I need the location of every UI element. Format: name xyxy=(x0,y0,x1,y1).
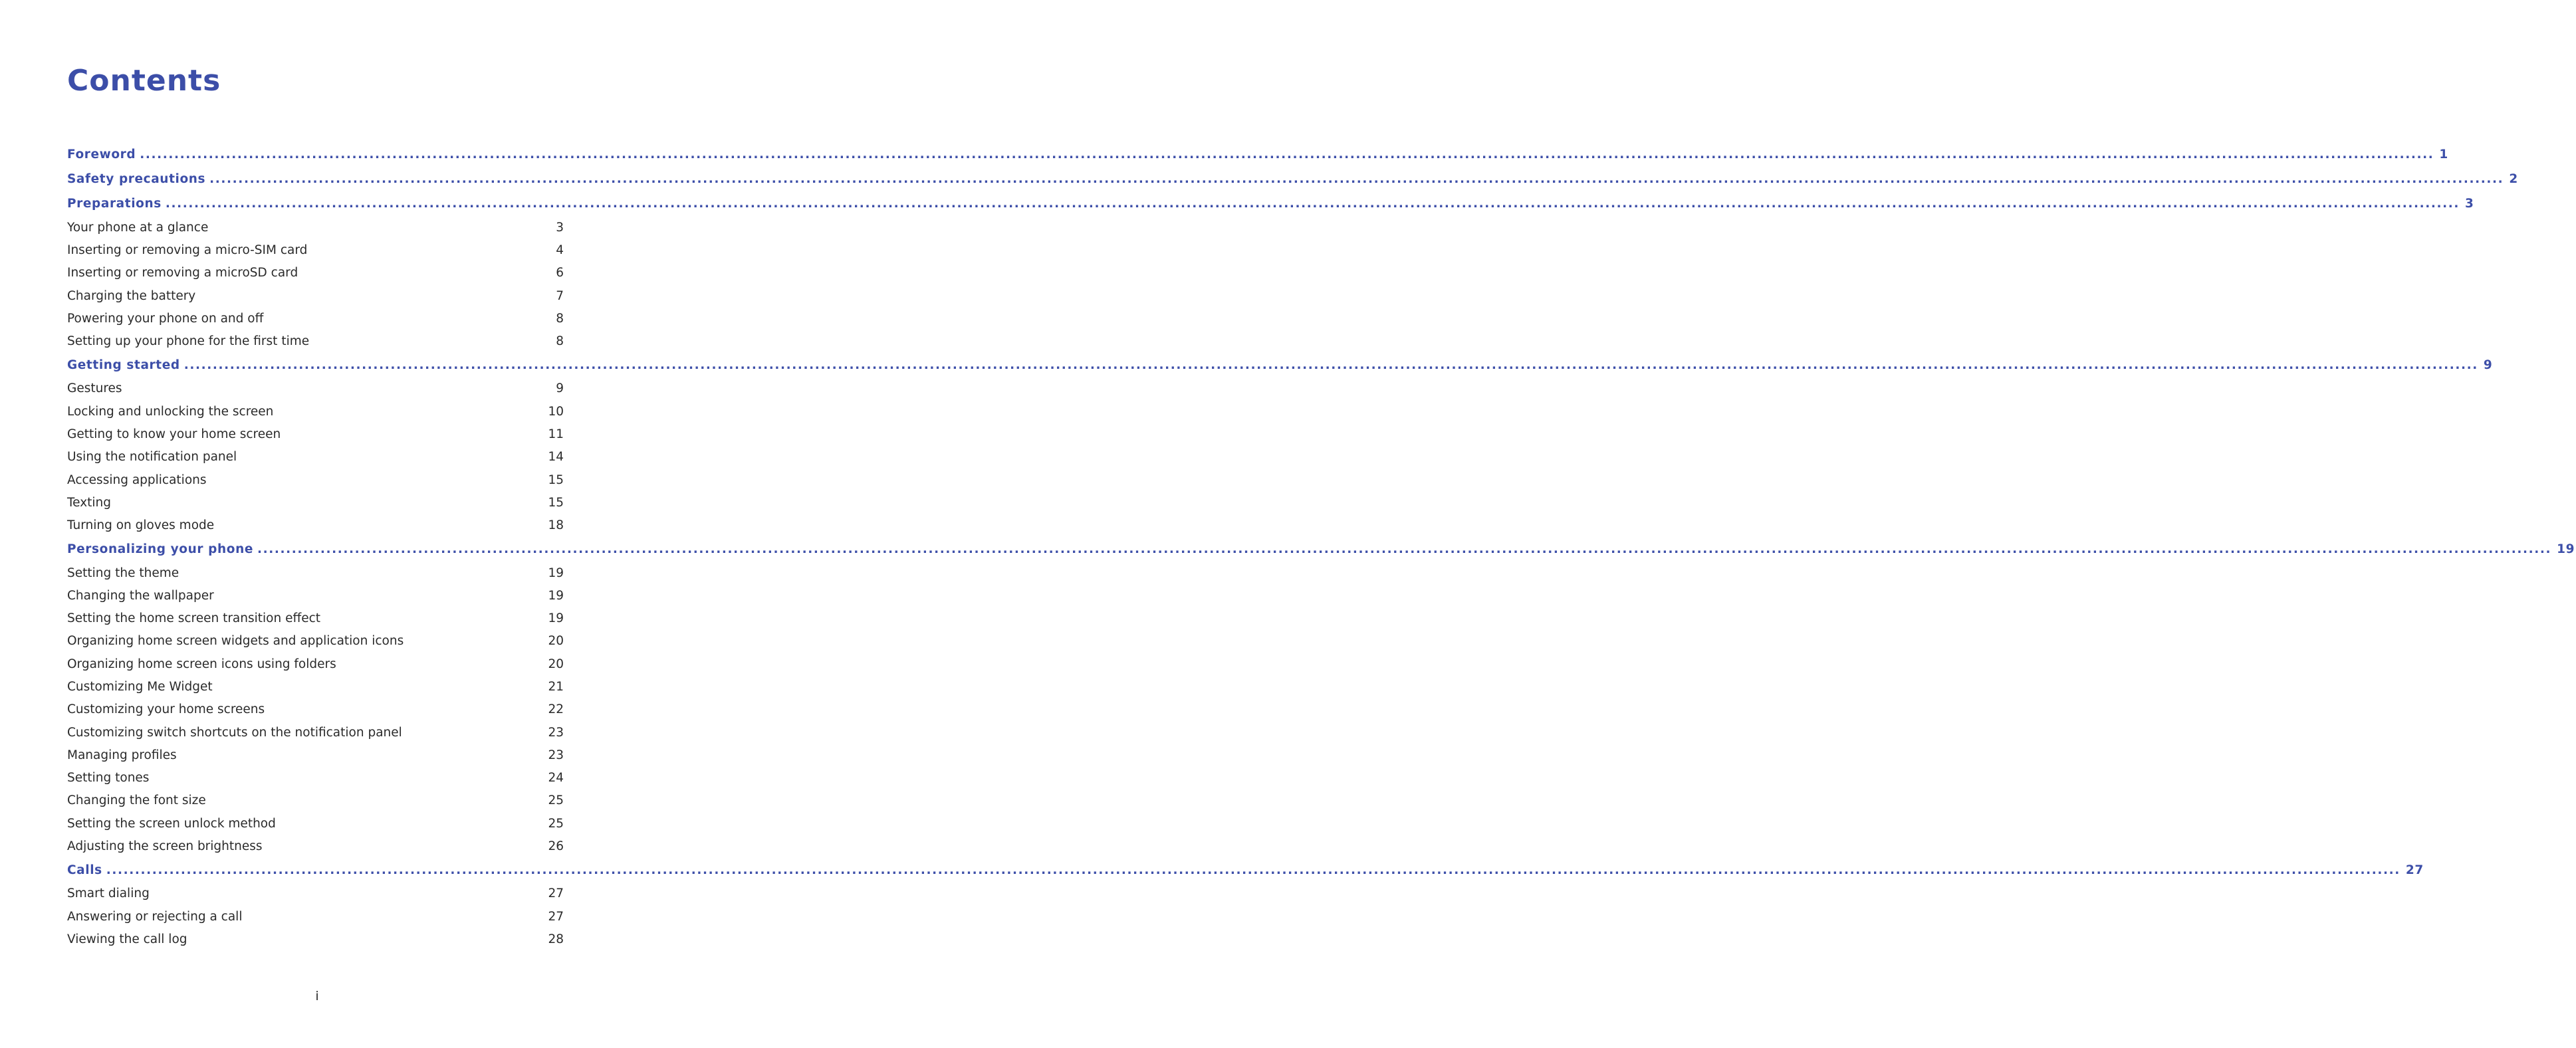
toc-entry-title: Getting to know your home screen xyxy=(67,427,281,442)
toc-section-entry[interactable] xyxy=(67,446,564,469)
dot-leader: ................................................................................................................................................................................................................................................................................................................................................................................................................ xyxy=(209,172,2504,186)
toc-entry-title: Organizing home screen widgets and application icons xyxy=(67,634,404,649)
toc-page-number: 9 xyxy=(556,381,564,396)
toc-entry-title: Viewing the call log xyxy=(67,932,187,946)
toc-page-number: 3 xyxy=(556,220,564,235)
toc-entry-title: Using the notification panel xyxy=(67,450,237,465)
dot-leader: ................................................................................................................................................................................................................................................................................................................................................................................................................ xyxy=(140,148,2434,161)
toc-entry-title: Turning on gloves mode xyxy=(67,518,215,533)
dot-leader: ................................................................................................................................................................................................................................................................................................................................................................................................................ xyxy=(165,197,2460,211)
toc-page-number: 8 xyxy=(556,311,564,326)
toc-chapter-entry[interactable] xyxy=(67,167,2518,191)
toc-section-entry[interactable] xyxy=(67,377,564,400)
toc-page-number: 6 xyxy=(556,266,564,280)
toc-section-entry[interactable] xyxy=(67,630,564,653)
dot-leader: ................................................................................................................................................................................................................................................................................................................................................................................................................ xyxy=(183,358,2478,372)
toc-entry-title: Setting the home screen transition effect xyxy=(67,611,321,626)
toc-page-number: 25 xyxy=(548,793,564,808)
toc-chapter-entry[interactable] xyxy=(67,191,2474,216)
toc-page-number: 20 xyxy=(548,634,564,649)
toc-page-number: 15 xyxy=(548,472,564,487)
dot-leader: ................................................................................................................................................................................................................................................................................................................................................................................................................ xyxy=(106,863,2400,877)
toc-entry-title: Gestures xyxy=(67,381,122,396)
toc-section-entry[interactable] xyxy=(67,216,564,239)
toc-page-number: 19 xyxy=(548,588,564,603)
toc-section-entry[interactable] xyxy=(67,744,564,766)
toc-section-entry[interactable] xyxy=(67,789,564,812)
toc-section-entry[interactable] xyxy=(67,653,564,675)
page-title: Contents xyxy=(67,64,221,98)
toc-chapter-entry[interactable] xyxy=(67,537,2575,562)
toc-section-entry[interactable] xyxy=(67,812,564,835)
toc-page-number: 7 xyxy=(556,288,564,303)
toc-page-number: 15 xyxy=(548,495,564,510)
toc-entry-title: Your phone at a glance xyxy=(67,220,209,235)
toc-section-entry[interactable] xyxy=(67,469,564,491)
toc-entry-title: Customizing your home screens xyxy=(67,702,265,717)
toc-chapter-entry[interactable] xyxy=(67,142,2448,167)
toc-section-entry[interactable] xyxy=(67,835,564,857)
toc-entry-title: Texting xyxy=(67,495,112,510)
toc-section-entry[interactable] xyxy=(67,423,564,445)
toc-page-number: 1 xyxy=(2439,148,2448,161)
toc-entry-title: Locking and unlocking the screen xyxy=(67,404,274,419)
toc-page-number: 23 xyxy=(548,748,564,762)
toc-entry-title: Customizing switch shortcuts on the notification panel xyxy=(67,725,402,740)
toc-entry-title: Setting the theme xyxy=(67,566,179,580)
table-of-contents xyxy=(67,142,2575,951)
toc-page-number: 11 xyxy=(548,427,564,442)
toc-section-entry[interactable] xyxy=(67,584,564,607)
toc-page-number: 27 xyxy=(2405,863,2424,877)
toc-page-number: 9 xyxy=(2483,358,2493,372)
toc-section-entry[interactable] xyxy=(67,262,564,284)
toc-section-entry[interactable] xyxy=(67,562,564,584)
toc-section-entry[interactable] xyxy=(67,607,564,629)
dot-leader: ................................................................................................................................................................................................................................................................................................................................................................................................................ xyxy=(257,542,2552,556)
toc-page-number: 2 xyxy=(2509,172,2518,186)
toc-page-number: 8 xyxy=(556,334,564,349)
toc-section-entry[interactable] xyxy=(67,767,564,789)
toc-section-entry[interactable] xyxy=(67,721,564,744)
toc-entry-title: Setting tones xyxy=(67,771,150,786)
toc-section-entry[interactable] xyxy=(67,239,564,261)
toc-page-number: 20 xyxy=(548,657,564,671)
toc-section-entry[interactable] xyxy=(67,330,564,352)
toc-page-number: 23 xyxy=(548,725,564,740)
toc-section-entry[interactable] xyxy=(67,675,564,698)
toc-page-number: 24 xyxy=(548,771,564,786)
toc-entry-title: Inserting or removing a micro-SIM card xyxy=(67,243,308,257)
toc-entry-title: Safety precautions xyxy=(67,172,206,186)
toc-entry-title: Customizing Me Widget xyxy=(67,679,213,694)
toc-entry-title: Inserting or removing a microSD card xyxy=(67,266,298,280)
toc-entry-title: Answering or rejecting a call xyxy=(67,909,243,924)
toc-entry-title: Managing profiles xyxy=(67,748,177,762)
toc-entry-title: Preparations xyxy=(67,197,162,211)
toc-entry-title: Setting up your phone for the first time xyxy=(67,334,310,349)
toc-entry-title: Changing the font size xyxy=(67,793,206,808)
toc-entry-title: Organizing home screen icons using folders xyxy=(67,657,336,671)
toc-section-entry[interactable] xyxy=(67,905,564,928)
toc-entry-title: Smart dialing xyxy=(67,887,150,901)
toc-entry-title: Charging the battery xyxy=(67,288,196,303)
toc-page-number: 19 xyxy=(548,611,564,626)
page-footer-number: i xyxy=(315,989,319,1003)
toc-section-entry[interactable] xyxy=(67,883,564,905)
toc-section-entry[interactable] xyxy=(67,307,564,330)
toc-entry-title: Personalizing your phone xyxy=(67,542,253,556)
toc-chapter-entry[interactable] xyxy=(67,858,2424,883)
toc-section-entry[interactable] xyxy=(67,928,564,950)
toc-page-number: 26 xyxy=(548,839,564,854)
toc-entry-title: Changing the wallpaper xyxy=(67,588,214,603)
toc-page-number: 21 xyxy=(548,679,564,694)
toc-page-number: 10 xyxy=(548,404,564,419)
toc-section-entry[interactable] xyxy=(67,400,564,423)
toc-page-number: 19 xyxy=(2557,542,2575,556)
toc-page-number: 25 xyxy=(548,816,564,831)
toc-page-number: 27 xyxy=(548,909,564,924)
toc-page-number: 28 xyxy=(548,932,564,946)
toc-entry-title: Foreword xyxy=(67,148,136,161)
toc-entry-title: Calls xyxy=(67,863,102,877)
toc-page-number: 27 xyxy=(548,887,564,901)
toc-entry-title: Setting the screen unlock method xyxy=(67,816,276,831)
toc-section-entry[interactable] xyxy=(67,514,564,537)
toc-page-number: 14 xyxy=(548,450,564,465)
toc-entry-title: Getting started xyxy=(67,358,180,372)
toc-section-entry[interactable] xyxy=(67,284,564,307)
toc-page-number: 22 xyxy=(548,702,564,717)
toc-chapter-entry[interactable] xyxy=(67,353,2493,377)
toc-entry-title: Powering your phone on and off xyxy=(67,311,264,326)
toc-page-number: 3 xyxy=(2464,197,2474,211)
toc-section-entry[interactable] xyxy=(67,698,564,721)
toc-page-number: 19 xyxy=(548,566,564,580)
toc-page-number: 4 xyxy=(556,243,564,257)
toc-page-number: 18 xyxy=(548,518,564,533)
toc-entry-title: Adjusting the screen brightness xyxy=(67,839,263,854)
toc-entry-title: Accessing applications xyxy=(67,472,207,487)
toc-section-entry[interactable] xyxy=(67,491,564,514)
